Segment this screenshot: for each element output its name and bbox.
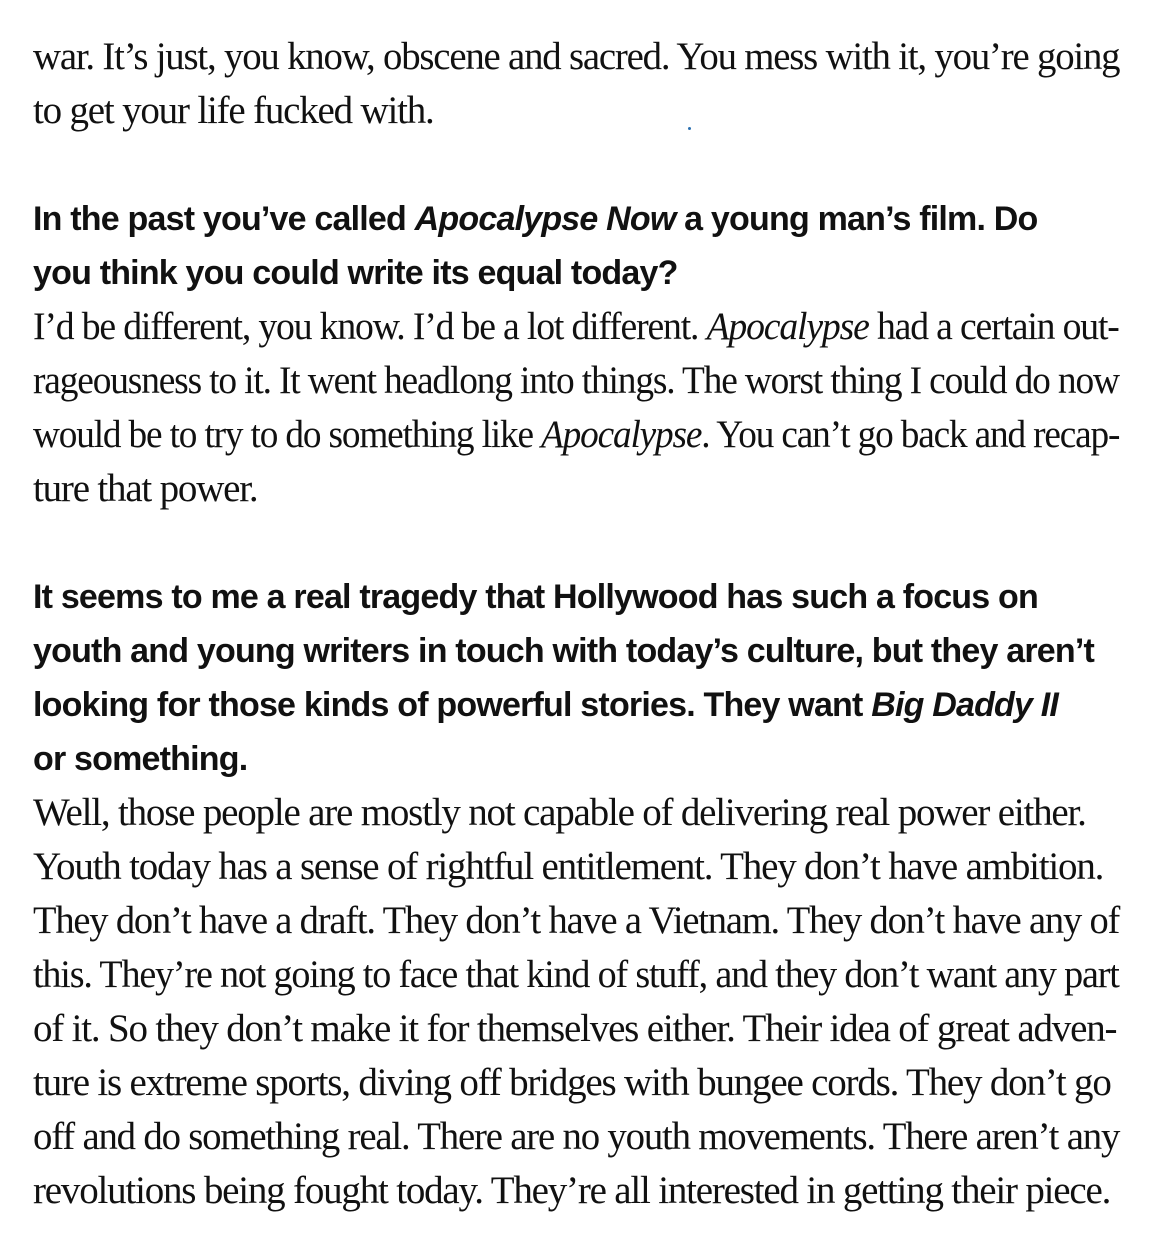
film-title: Big Daddy II xyxy=(871,686,1059,724)
film-title: Apocalypse Now xyxy=(414,200,676,238)
answer-1-line-1: war. It’s just, you know, obscene and sacred. You mess with it, you’re going xyxy=(33,35,1120,78)
question-2-line-2: you think you could write its equal today? xyxy=(33,254,678,292)
answer-2-text: had a certain out- xyxy=(868,305,1119,348)
answer-3-line-1: Well, those people are mostly not capable of delivering real power either. xyxy=(33,791,1086,834)
answer-2-line-1 xyxy=(33,300,1119,354)
question-2-text: In the past you’ve called xyxy=(33,200,415,238)
answer-3-line-5: of it. So they don’t make it for themselves either. Their idea of great adven- xyxy=(33,1007,1117,1050)
question-3-line-2: youth and young writers in touch with today’s culture, but they aren’t xyxy=(33,632,1095,670)
answer-3-line-3: They don’t have a draft. They don’t have a Vietnam. They don’t have any of xyxy=(33,899,1120,942)
paragraph-gap xyxy=(33,138,1119,192)
answer-3-line-6: ture is extreme sports, diving off bridges with bungee cords. They don’t go xyxy=(33,1061,1111,1104)
question-3 xyxy=(33,570,1119,786)
film-title: Apocalypse xyxy=(541,413,702,456)
answer-2-line-4: ture that power. xyxy=(33,467,258,510)
question-2-text: a young man’s film. Do xyxy=(675,200,1038,238)
answer-paragraph-1 xyxy=(33,30,1119,138)
answer-2-line-2: rageousness to it. It went headlong into things. The worst thing I could do now xyxy=(33,359,1119,402)
interview-page xyxy=(33,30,1119,1218)
question-3-line-3 xyxy=(33,678,1119,732)
answer-3-line-8: revolutions being fought today. They’re all interested in getting their piece. xyxy=(33,1169,1111,1212)
answer-3-line-4: this. They’re not going to face that kind of stuff, and they don’t want any part xyxy=(33,953,1119,996)
paragraph-gap xyxy=(33,516,1119,570)
film-title: Apocalypse xyxy=(706,305,869,348)
question-3-line-1: It seems to me a real tragedy that Hollywood has such a focus on xyxy=(33,578,1038,616)
answer-1-line-2: to get your life fucked with. xyxy=(33,89,434,132)
question-3-line-4: or something. xyxy=(33,740,248,778)
answer-paragraph-3 xyxy=(33,786,1119,1218)
answer-3-line-2: Youth today has a sense of rightful entitlement. They don’t have ambition. xyxy=(33,845,1104,888)
answer-2-text: . You can’t go back and recap- xyxy=(701,413,1120,456)
question-3-text: looking for those kinds of powerful stories. They want xyxy=(33,686,872,724)
question-2-line-1 xyxy=(33,192,1119,246)
answer-paragraph-2 xyxy=(33,300,1119,516)
answer-2-text: would be to try to do something like xyxy=(33,413,542,456)
answer-2-line-3 xyxy=(33,408,1119,462)
question-2 xyxy=(33,192,1119,300)
answer-3-line-7: off and do something real. There are no youth movements. There aren’t any xyxy=(33,1115,1120,1158)
answer-2-text: I’d be different, you know. I’d be a lot different. xyxy=(33,305,707,348)
